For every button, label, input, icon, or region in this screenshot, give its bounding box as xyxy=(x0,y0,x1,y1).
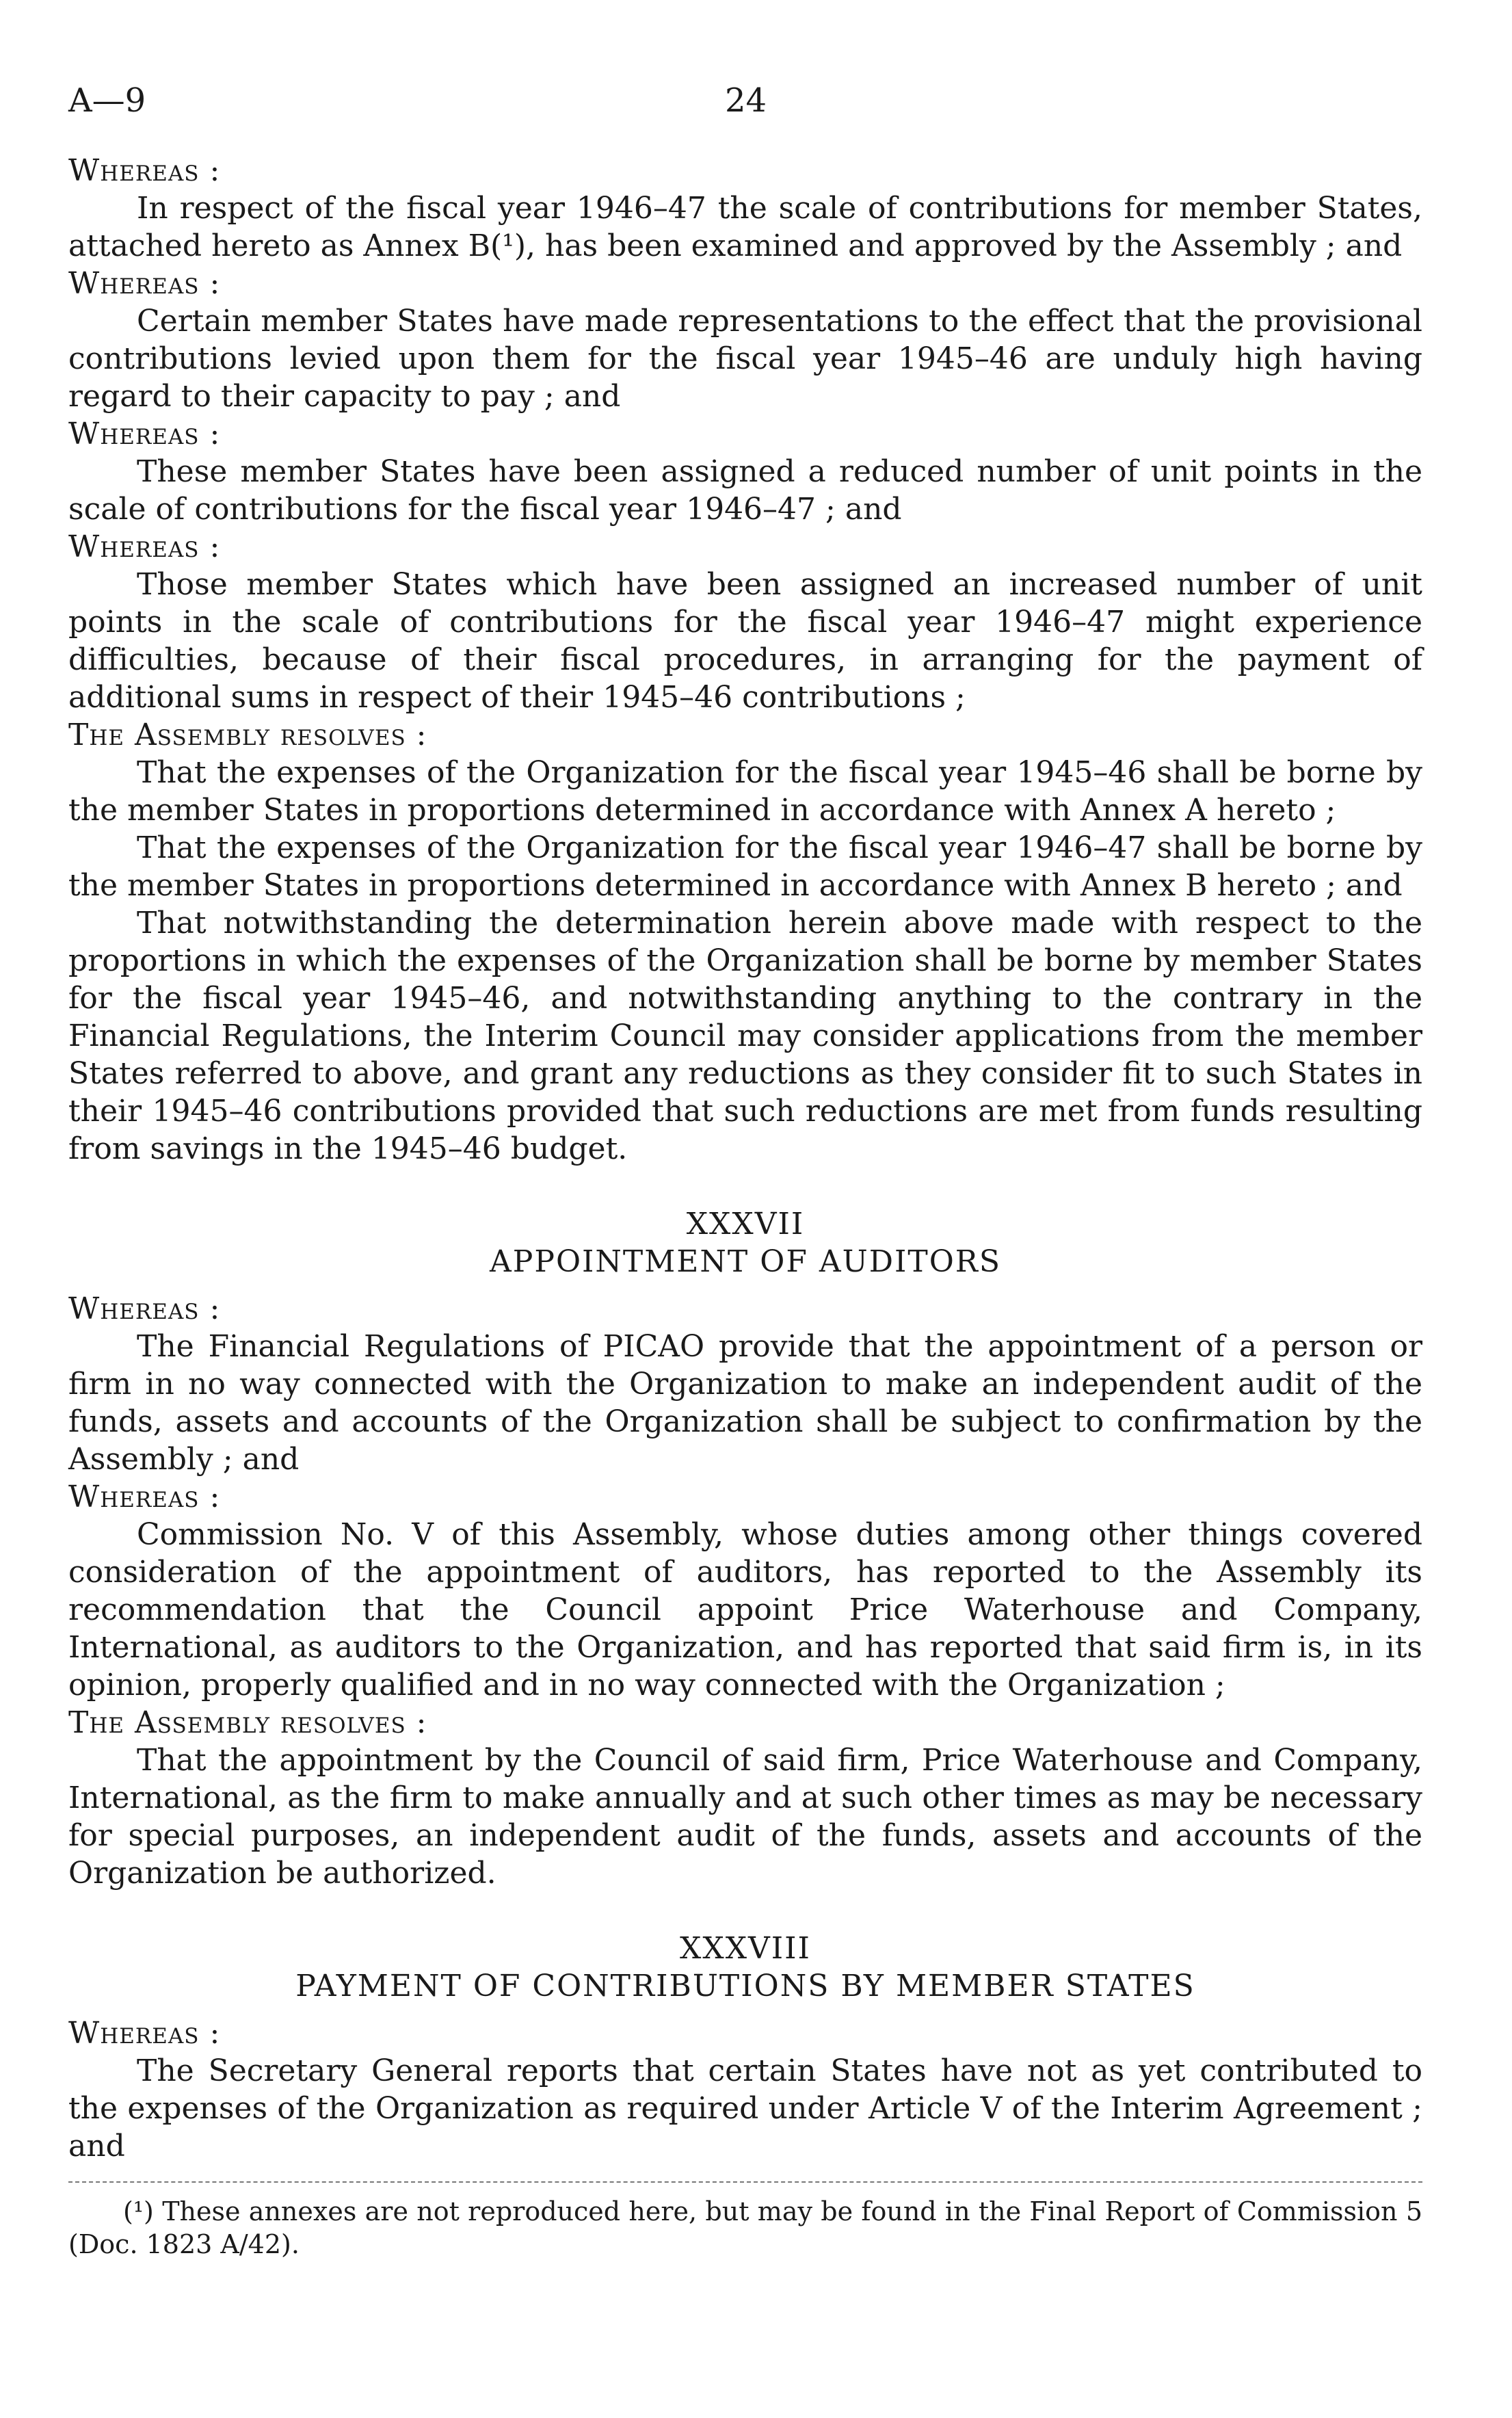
section-title: APPOINTMENT OF AUDITORS xyxy=(489,1244,1002,1279)
page-header xyxy=(68,82,1422,137)
whereas-label: Whereas : xyxy=(68,1291,221,1326)
resolves-label: The Assembly resolves : xyxy=(68,1705,427,1740)
paragraph: The Secretary General reports that certain States have not as yet contributed to the expenses of the Organization as required under Article V of the Interim Agreement ; and xyxy=(68,2053,1422,2164)
paragraph: Those member States which have been assigned an increased number of unit points in the scale of contributions for the fiscal year 1946–47 might experience difficulties, because of their fiscal procedures, in arranging for the payment of additional sums in respect of their 1945–46 contributions ; xyxy=(68,567,1422,715)
footnote-divider xyxy=(68,2181,1422,2183)
resolution-paragraph: That notwithstanding the determination herein above made with respect to the proportions in which the expenses of the Organization shall be borne by member States for the fiscal year 1945–46, and notwithstanding anything to the contrary in the Financial Regulations, the Interim Council may consider applications from the member States referred to above, and grant any reductions as they consider fit to such States in their 1945–46 contributions provided that such reductions are met from funds resulting from savings in the 1945–46 budget. xyxy=(68,906,1422,1166)
paragraph: Commission No. V of this Assembly, whose duties among other things covered consideration of the appointment of auditors, has reported to the Assembly its recommendation that the Council appoint Price Waterhouse and Company, International, as auditors to the Organization, and has reported that said firm is, in its opinion, properly qualified and in no way connected with the Organization ; xyxy=(68,1517,1422,1703)
resolution-paragraph: That the expenses of the Organization for the fiscal year 1945–46 shall be borne by the member States in proportions determined in accordance with Annex A hereto ; xyxy=(68,755,1422,828)
section-number: XXXVII xyxy=(686,1207,805,1241)
document-page xyxy=(68,82,1422,2287)
whereas-label: Whereas : xyxy=(68,2016,221,2051)
paragraph: These member States have been assigned a reduced number of unit points in the scale of contributions for the fiscal year 1946–47 ; and xyxy=(68,454,1422,527)
resolution-paragraph: That the appointment by the Council of said firm, Price Waterhouse and Company, International, as the firm to make annually and at such other times as may be necessary for special purposes, an independent audit of the funds, assets and accounts of the Organization be authorized. xyxy=(68,1743,1422,1891)
paragraph: In respect of the fiscal year 1946–47 the scale of contributions for member States, attached hereto as Annex B(¹), has been examined and approved by the Assembly ; and xyxy=(68,191,1422,263)
footnote: (¹) These annexes are not reproduced here, but may be found in the Final Report of Commission 5 (Doc. 1823 A/42). xyxy=(68,2196,1422,2259)
section-title: PAYMENT OF CONTRIBUTIONS BY MEMBER STATES xyxy=(295,1969,1195,2003)
resolution-paragraph: That the expenses of the Organization for the fiscal year 1946–47 shall be borne by the member States in proportions determined in accordance with Annex B hereto ; and xyxy=(68,830,1422,903)
whereas-label: Whereas : xyxy=(68,529,221,564)
whereas-label: Whereas : xyxy=(68,153,221,188)
resolves-label: The Assembly resolves : xyxy=(68,718,427,752)
document-reference: A—9 xyxy=(68,81,146,120)
paragraph: The Financial Regulations of PICAO provide that the appointment of a person or firm in no way connected with the Organization to make an independent audit of the funds, assets and accounts of the Organization shall be subject to confirmation by the Assembly ; and xyxy=(68,1329,1422,1477)
whereas-label: Whereas : xyxy=(68,417,221,451)
whereas-label: Whereas : xyxy=(68,1480,221,1514)
whereas-label: Whereas : xyxy=(68,266,221,301)
section-number: XXXVIII xyxy=(680,1931,811,1966)
page-number: 24 xyxy=(725,81,767,120)
paragraph: Certain member States have made representations to the effect that the provisional contributions levied upon them for the fiscal year 1945–46 are unduly high having regard to their capacity to pay ; and xyxy=(68,304,1422,414)
